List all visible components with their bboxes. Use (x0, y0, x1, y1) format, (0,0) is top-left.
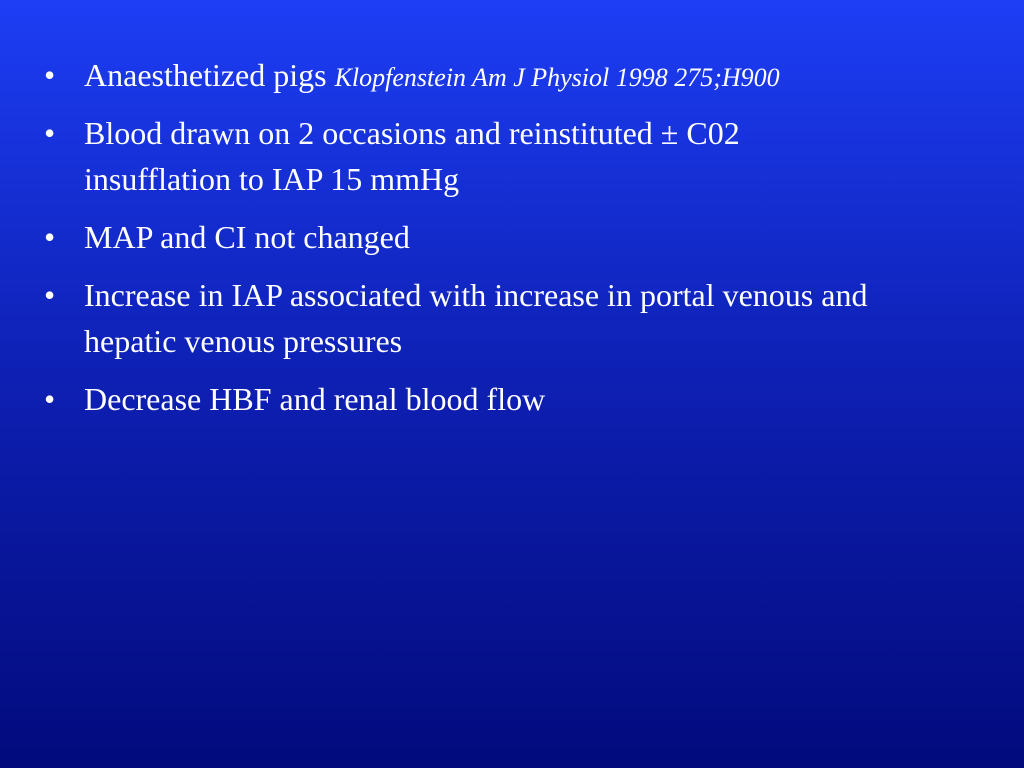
bullet-item-blood-drawn (0, 110, 1000, 202)
bullet-item-map-ci (0, 214, 1000, 260)
bullet-item-increase-iap (0, 272, 1000, 364)
bullet-text: Decrease HBF and renal blood flow (84, 381, 546, 418)
bullet-item-anaesthetized-pigs (0, 52, 1000, 98)
bullet-item-decrease-hbf (0, 376, 1000, 422)
bullet-icon: • (44, 219, 56, 256)
bullet-icon: • (44, 57, 56, 93)
bullet-icon: • (44, 381, 56, 418)
bullet-icon: • (44, 277, 56, 314)
bullet-text: Anaesthetized pigs (84, 57, 335, 93)
bullet-list (0, 52, 1000, 434)
bullet-text: Increase in IAP associated with increase in portal venous and hepatic venous pressures (84, 277, 868, 360)
citation-text: Klopfenstein Am J Physiol 1998 275;H900 (334, 63, 780, 92)
bullet-text: Blood drawn on 2 occasions and reinstituted ± C02 insufflation to IAP 15 mmHg (84, 115, 740, 198)
bullet-text: MAP and CI not changed (84, 219, 410, 256)
bullet-icon: • (44, 115, 56, 152)
